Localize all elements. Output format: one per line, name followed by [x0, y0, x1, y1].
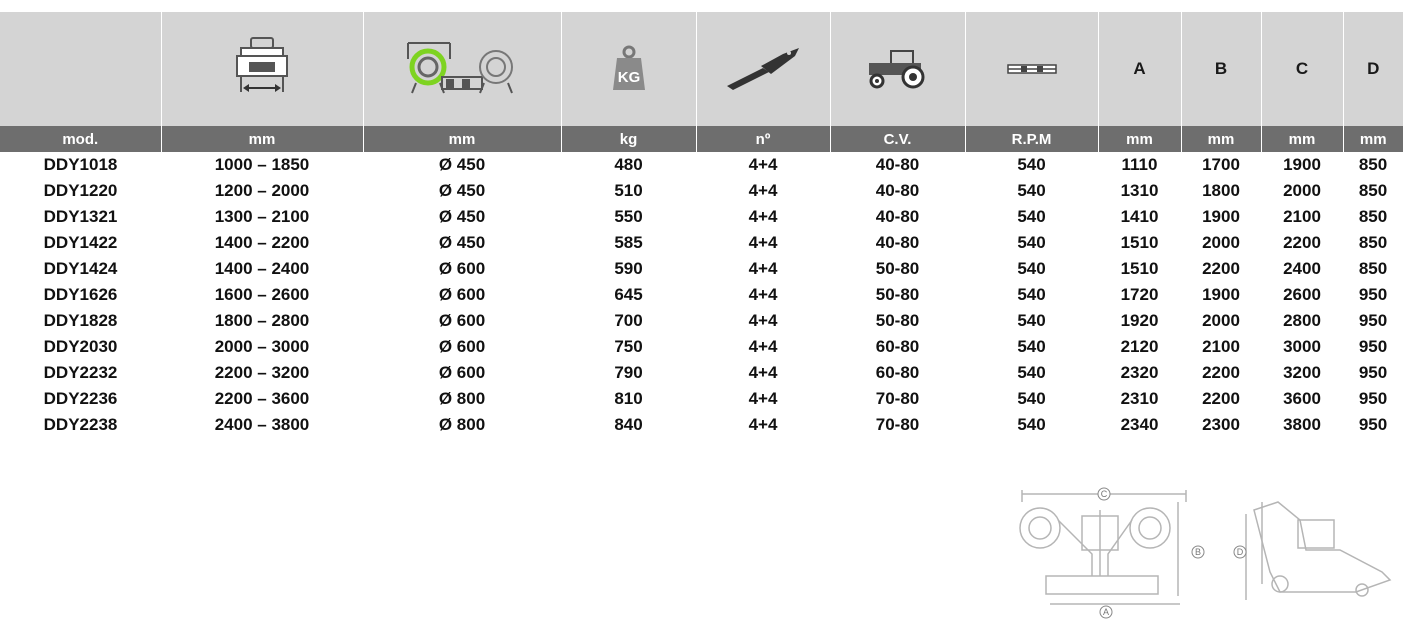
- power-cell: 40-80: [875, 233, 920, 252]
- model-cell: DDY2238: [43, 415, 118, 434]
- rpm-cell: 540: [1017, 415, 1046, 434]
- dimension-d-letter: D: [1367, 59, 1380, 78]
- weight-kg-icon: [611, 44, 647, 94]
- weight-cell: 550: [614, 207, 643, 226]
- rotor-diameter-cell: Ø 600: [438, 285, 486, 304]
- dim-d-cell: 950: [1358, 311, 1388, 330]
- dim-d-cell: 850: [1358, 259, 1388, 278]
- svg-text:KG: KG: [617, 69, 640, 86]
- dim-a-cell: 2310: [1120, 389, 1159, 408]
- dim-b-cell: 2000: [1202, 233, 1240, 252]
- rpm-cell: 540: [1017, 181, 1046, 200]
- icon-header-row: [0, 12, 1403, 126]
- model-cell: DDY2236: [43, 389, 118, 408]
- dim-a-cell: 1720: [1120, 285, 1159, 304]
- dimension-c-letter: C: [1295, 59, 1309, 78]
- dim-b-cell: 1700: [1202, 155, 1240, 174]
- dim-a-cell: 1920: [1120, 311, 1159, 330]
- unit-model: mod.: [0, 126, 161, 152]
- table-row: [0, 282, 1403, 308]
- blades-cell: 4+4: [748, 311, 778, 330]
- spec-table: [0, 12, 1403, 438]
- rpm-cell: 540: [1017, 207, 1046, 226]
- dim-a-cell: 1110: [1121, 155, 1158, 174]
- dim-c-cell: 2800: [1283, 311, 1321, 330]
- power-cell: 50-80: [875, 311, 920, 330]
- blades-cell: 4+4: [748, 233, 778, 252]
- blades-cell: 4+4: [748, 363, 778, 382]
- rotor-diameter-cell: Ø 450: [438, 233, 486, 252]
- blades-cell: 4+4: [748, 389, 778, 408]
- table-body: [0, 152, 1403, 438]
- dim-d-cell: 950: [1358, 389, 1388, 408]
- unit-power: C.V.: [830, 126, 965, 152]
- dim-a-cell: 1510: [1120, 233, 1159, 252]
- weight-cell: 750: [614, 337, 643, 356]
- dim-b-cell: 1900: [1202, 285, 1240, 304]
- dim-a-cell: 1310: [1120, 181, 1159, 200]
- dim-d-cell: 950: [1358, 337, 1388, 356]
- power-cell: 70-80: [875, 415, 920, 434]
- table-row: [0, 308, 1403, 334]
- model-cell: DDY1626: [43, 285, 118, 304]
- model-cell: DDY2030: [43, 337, 118, 356]
- working-width-header: [161, 12, 363, 126]
- unit-working-width: mm: [161, 126, 363, 152]
- table-row: [0, 386, 1403, 412]
- diagram-label-a: A: [1102, 607, 1110, 617]
- dim-c-cell: 3600: [1283, 389, 1321, 408]
- tractor-header: [830, 12, 965, 126]
- table-row: [0, 204, 1403, 230]
- dim-c-cell: 1900: [1283, 155, 1321, 174]
- weight-cell: 790: [614, 363, 643, 382]
- rpm-cell: 540: [1017, 233, 1046, 252]
- diagram-label-c: C: [1100, 489, 1108, 499]
- model-cell: DDY1220: [43, 181, 118, 200]
- power-cell: 40-80: [875, 207, 920, 226]
- table-row: [0, 178, 1403, 204]
- working-width-cell: 1300 – 2100: [214, 207, 310, 226]
- rotor-diameter-cell: Ø 600: [438, 259, 486, 278]
- dim-d-cell: 850: [1358, 181, 1388, 200]
- rotor-diameter-cell: Ø 600: [438, 363, 486, 382]
- model-cell: DDY1424: [43, 259, 118, 278]
- dimension-a-letter: A: [1133, 59, 1146, 78]
- dim-c-cell: 3000: [1283, 337, 1321, 356]
- dimension-c-header: [1261, 12, 1343, 126]
- pto-shaft-icon: [1007, 63, 1057, 75]
- table-row: [0, 360, 1403, 386]
- unit-rotor-diameter: mm: [363, 126, 561, 152]
- dim-a-cell: 2340: [1120, 415, 1159, 434]
- unit-a: mm: [1098, 126, 1181, 152]
- dim-c-cell: 2200: [1283, 233, 1321, 252]
- unit-rpm: R.P.M: [965, 126, 1098, 152]
- weight-cell: 590: [614, 259, 643, 278]
- dim-c-cell: 3200: [1283, 363, 1321, 382]
- power-cell: 40-80: [875, 155, 920, 174]
- rpm-cell: 540: [1017, 337, 1046, 356]
- unit-d: mm: [1343, 126, 1403, 152]
- dimension-d-header: [1343, 12, 1403, 126]
- dimension-a-header: [1098, 12, 1181, 126]
- dim-d-cell: 950: [1358, 415, 1388, 434]
- dim-b-cell: 1800: [1202, 181, 1240, 200]
- table-row: [0, 230, 1403, 256]
- weight-cell: 700: [614, 311, 643, 330]
- unit-c: mm: [1261, 126, 1343, 152]
- model-cell: DDY2232: [43, 363, 118, 382]
- weight-cell: 480: [614, 155, 643, 174]
- unit-b: mm: [1181, 126, 1261, 152]
- dim-c-cell: 2100: [1283, 207, 1321, 226]
- working-width-cell: 2000 – 3000: [214, 337, 310, 356]
- dim-d-cell: 950: [1358, 363, 1388, 382]
- working-width-cell: 2200 – 3600: [214, 389, 310, 408]
- working-width-cell: 1400 – 2200: [214, 233, 310, 252]
- weight-cell: 840: [614, 415, 643, 434]
- dim-d-cell: 950: [1358, 285, 1388, 304]
- dim-a-cell: 2320: [1120, 363, 1159, 382]
- model-header-blank: [0, 12, 161, 126]
- blades-cell: 4+4: [748, 155, 778, 174]
- model-cell: DDY1828: [43, 311, 118, 330]
- working-width-icon: [227, 34, 297, 104]
- power-cell: 50-80: [875, 259, 920, 278]
- blades-cell: 4+4: [748, 181, 778, 200]
- dim-c-cell: 2600: [1283, 285, 1321, 304]
- working-width-cell: 1200 – 2000: [214, 181, 310, 200]
- dimension-b-header: [1181, 12, 1261, 126]
- power-cell: 60-80: [875, 337, 920, 356]
- model-cell: DDY1422: [43, 233, 118, 252]
- dim-a-cell: 1410: [1120, 207, 1159, 226]
- rpm-cell: 540: [1017, 155, 1046, 174]
- table-row: [0, 412, 1403, 438]
- model-cell: DDY1321: [43, 207, 118, 226]
- rotor-diameter-cell: Ø 600: [438, 337, 486, 356]
- rpm-cell: 540: [1017, 259, 1046, 278]
- power-cell: 50-80: [875, 285, 920, 304]
- blades-cell: 4+4: [748, 259, 778, 278]
- dim-c-cell: 3800: [1283, 415, 1321, 434]
- working-width-cell: 2400 – 3800: [214, 415, 310, 434]
- dim-b-cell: 2200: [1202, 363, 1240, 382]
- dim-b-cell: 2300: [1202, 415, 1240, 434]
- dim-a-cell: 1510: [1120, 259, 1159, 278]
- weight-header: [561, 12, 696, 126]
- unit-blades: nº: [696, 126, 830, 152]
- model-cell: DDY1018: [43, 155, 118, 174]
- rotor-diameter-icon: [402, 39, 522, 99]
- rpm-cell: 540: [1017, 363, 1046, 382]
- unit-weight: kg: [561, 126, 696, 152]
- working-width-cell: 1000 – 1850: [214, 155, 310, 174]
- dim-b-cell: 2200: [1202, 389, 1240, 408]
- power-cell: 70-80: [875, 389, 920, 408]
- dim-b-cell: 2200: [1202, 259, 1240, 278]
- rpm-cell: 540: [1017, 389, 1046, 408]
- dim-d-cell: 850: [1358, 233, 1388, 252]
- working-width-cell: 1800 – 2800: [214, 311, 310, 330]
- rotor-diameter-cell: Ø 800: [438, 389, 486, 408]
- diagram-label-d: D: [1236, 547, 1244, 557]
- weight-cell: 510: [614, 181, 643, 200]
- dim-b-cell: 2100: [1202, 337, 1240, 356]
- weight-cell: 810: [614, 389, 643, 408]
- rotor-diameter-cell: Ø 450: [438, 207, 486, 226]
- dim-d-cell: 850: [1358, 155, 1388, 174]
- tractor-icon: [865, 49, 931, 89]
- rpm-cell: 540: [1017, 311, 1046, 330]
- rpm-cell: 540: [1017, 285, 1046, 304]
- dim-a-cell: 2120: [1120, 337, 1159, 356]
- power-cell: 60-80: [875, 363, 920, 382]
- weight-cell: 585: [614, 233, 643, 252]
- pto-shaft-header: [965, 12, 1098, 126]
- dim-c-cell: 2000: [1283, 181, 1321, 200]
- blades-cell: 4+4: [748, 207, 778, 226]
- dim-b-cell: 2000: [1202, 311, 1240, 330]
- dim-b-cell: 1900: [1202, 207, 1240, 226]
- table-row: [0, 152, 1403, 178]
- weight-cell: 645: [614, 285, 643, 304]
- blades-cell: 4+4: [748, 415, 778, 434]
- table-row: [0, 256, 1403, 282]
- unit-row: [0, 126, 1403, 152]
- dim-d-cell: 850: [1358, 207, 1388, 226]
- working-width-cell: 1400 – 2400: [214, 259, 310, 278]
- rotor-diameter-cell: Ø 450: [438, 155, 486, 174]
- rotor-diameter-cell: Ø 450: [438, 181, 486, 200]
- rotor-diameter-cell: Ø 600: [438, 311, 486, 330]
- dimension-diagram: [1010, 480, 1400, 620]
- power-cell: 40-80: [875, 181, 920, 200]
- rotor-diameter-header: [363, 12, 561, 126]
- working-width-cell: 2200 – 3200: [214, 363, 310, 382]
- diagram-label-b: B: [1194, 547, 1202, 557]
- working-width-cell: 1600 – 2600: [214, 285, 310, 304]
- blades-cell: 4+4: [748, 285, 778, 304]
- blades-header: [696, 12, 830, 126]
- rotor-diameter-cell: Ø 800: [438, 415, 486, 434]
- blades-cell: 4+4: [748, 337, 778, 356]
- table-row: [0, 334, 1403, 360]
- blades-icon: [723, 44, 803, 94]
- dim-c-cell: 2400: [1283, 259, 1321, 278]
- dimension-b-letter: B: [1214, 59, 1228, 78]
